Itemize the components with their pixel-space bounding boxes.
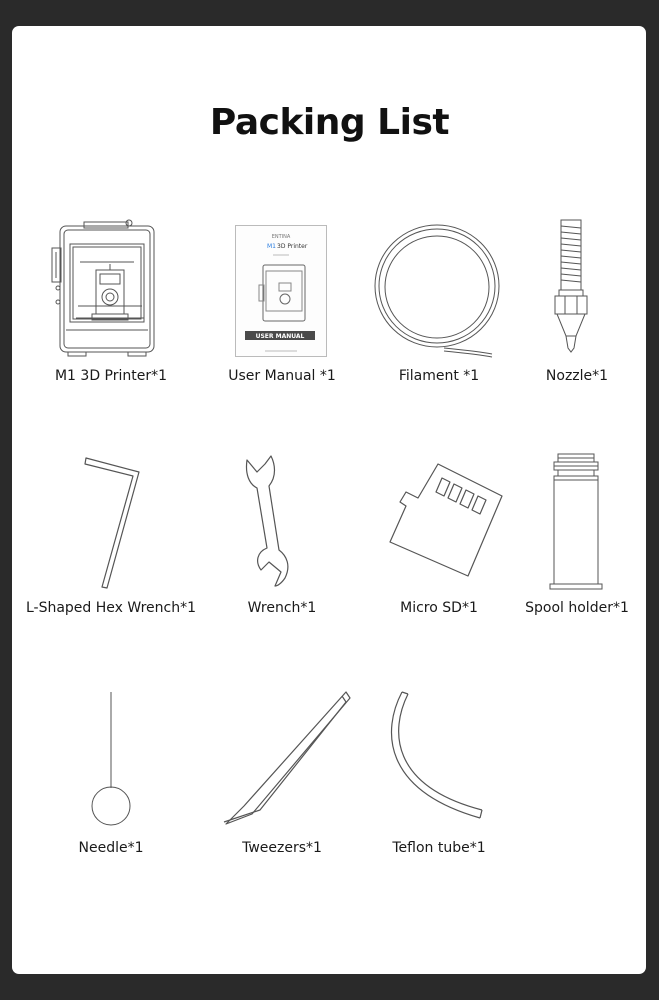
spool-holder-icon: [548, 452, 604, 590]
needle-icon: [90, 690, 132, 828]
item-label-l-shaped-hex-wrench: L-Shaped Hex Wrench*1: [25, 600, 197, 616]
manual-model: M1: [267, 243, 276, 250]
item-label-tweezers: Tweezers*1: [242, 840, 322, 856]
item-label-teflon-tube: Teflon tube*1: [392, 840, 486, 856]
hex-wrench-icon: [82, 456, 144, 592]
filament-icon: [374, 224, 500, 356]
teflon-tube-icon: [380, 690, 486, 828]
item-label-spool-holder: Spool holder*1: [525, 600, 629, 616]
wrench-icon: [245, 454, 305, 590]
nozzle-icon: [548, 218, 594, 356]
tweezers-icon: [222, 690, 352, 828]
item-label-nozzle: Nozzle*1: [545, 368, 609, 384]
printer-icon: [52, 218, 158, 360]
micro-sd-icon: [388, 462, 504, 578]
item-label-filament: Filament *1: [398, 368, 480, 384]
manual-icon: [235, 225, 327, 357]
manual-product: 3D Printer: [277, 243, 308, 250]
item-label-m1-3d-printer: M1 3D Printer*1: [54, 368, 168, 384]
manual-brand: ENTINA: [271, 234, 291, 240]
item-label-micro-sd: Micro SD*1: [400, 600, 478, 616]
item-label-needle: Needle*1: [78, 840, 144, 856]
item-label-wrench: Wrench*1: [247, 600, 317, 616]
page-title: Packing List: [209, 102, 450, 143]
item-label-user-manual: User Manual *1: [228, 368, 336, 384]
manual-banner: USER MANUAL: [255, 333, 305, 340]
